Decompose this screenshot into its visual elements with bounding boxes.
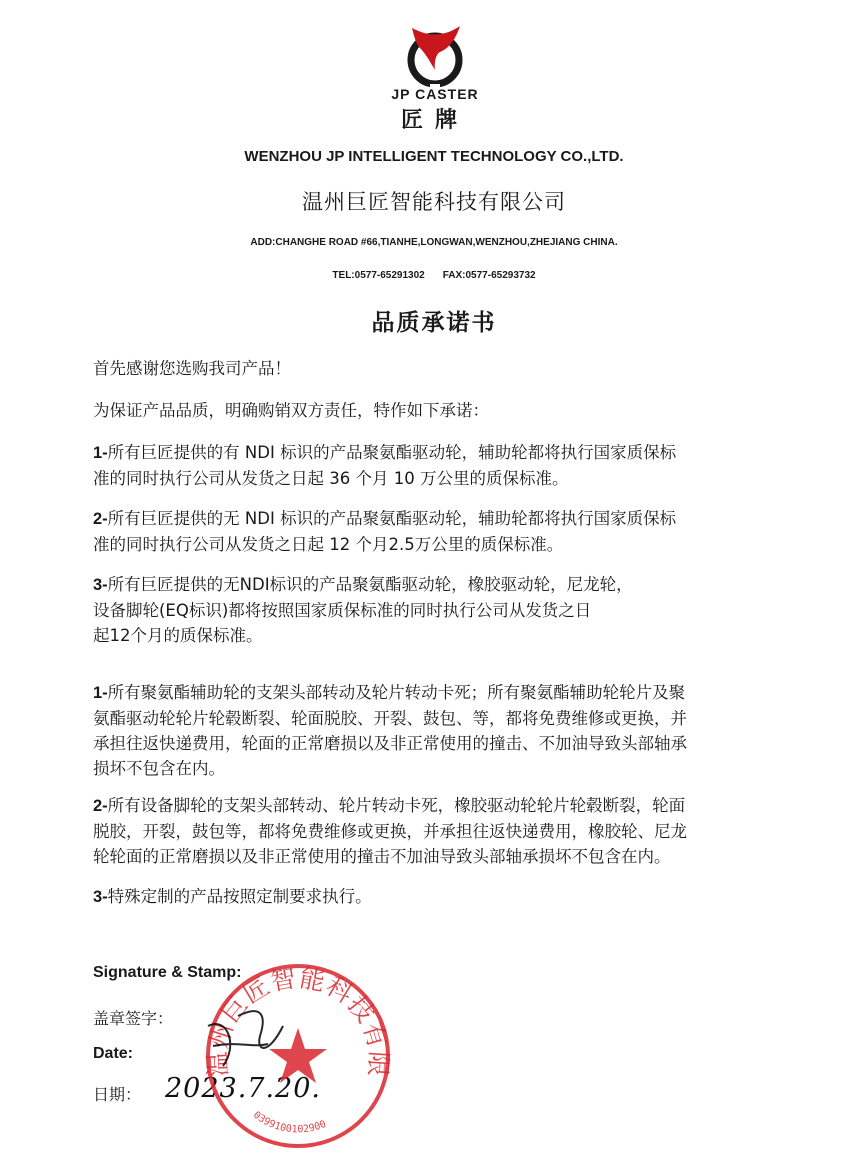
svg-text:0399100102900 — [251, 1110, 328, 1136]
date-label-english: Date: — [93, 1045, 134, 1062]
promise-number: 3- — [93, 576, 108, 594]
term-line: 轮轮面的正常磨损以及非正常使用的撞击不加油导致头部轴承损坏不包含在内。 — [93, 847, 671, 866]
company-address: ADD:CHANGHE ROAD #66,TIANHE,LONGWAN,WENZHOU,ZHEJIANG CHINA. — [250, 237, 618, 248]
seal-text: 温州巨匠智能科技有限 — [202, 963, 394, 1079]
term-line: 所有聚氨酯辅助轮的支架头部转动及轮片转动卡死；所有聚氨酯辅助轮轮片及聚 — [107, 683, 686, 702]
promise-2 — [93, 506, 793, 557]
promise-number: 1- — [93, 444, 108, 462]
greeting: 首先感谢您选购我司产品！ — [93, 359, 291, 378]
term-line: 承担往返快递费用，轮面的正常磨损以及非正常使用的撞击、不加油导致头部轴承 — [93, 734, 687, 753]
promise-line: 准的同时执行公司从发货之日起 12 个月2.5万公里的质保标准。 — [93, 535, 564, 554]
promise-line: 所有巨匠提供的无 NDI 标识的产品聚氨酯驱动轮，辅助轮都将执行国家质保标 — [107, 509, 677, 528]
term-3 — [93, 884, 793, 910]
document-title: 品质承诺书 — [371, 310, 497, 336]
term-line: 损坏不包含在内。 — [93, 759, 225, 778]
promise-3 — [93, 572, 793, 648]
signature-label-chinese: 盖章签字： — [93, 1009, 174, 1028]
signature-label-english: Signature & Stamp: — [93, 964, 242, 981]
term-2 — [93, 793, 793, 869]
term-number: 2- — [93, 797, 108, 815]
term-line: 特殊定制的产品按照定制要求执行。 — [107, 887, 372, 906]
telephone: TEL:0577-65291302 — [332, 270, 425, 281]
handwritten-date: 2023.7.20. — [165, 1073, 321, 1104]
term-line: 所有设备脚轮的支架头部转动、轮片转动卡死，橡胶驱动轮轮片轮毂断裂，轮面 — [107, 796, 686, 815]
promise-number: 2- — [93, 510, 108, 528]
promise-line: 起12个月的质保标准。 — [93, 626, 263, 645]
company-name-english: WENZHOU JP INTELLIGENT TECHNOLOGY CO.,LTD. — [244, 148, 624, 165]
fax: FAX:0577-65293732 — [442, 270, 536, 281]
brand-english: JP CASTER — [391, 86, 479, 102]
promise-line: 准的同时执行公司从发货之日起 36 个月 10 万公里的质保标准。 — [93, 469, 569, 488]
term-number: 3- — [93, 888, 108, 906]
brand-chinese: 匠牌 — [400, 108, 469, 133]
company-name-chinese: 温州巨匠智能科技有限公司 — [302, 190, 566, 214]
date-label-chinese: 日期： — [93, 1085, 142, 1104]
term-number: 1- — [93, 684, 108, 702]
term-line: 脱胶，开裂，鼓包等，都将免费维修或更换，并承担往返快递费用，橡胶轮、尼龙 — [93, 822, 687, 841]
intro: 为保证产品品质，明确购销双方责任，特作如下承诺： — [93, 401, 489, 420]
term-line: 氨酯驱动轮轮片轮毂断裂、轮面脱胶、开裂、鼓包、等，都将免费维修或更换，并 — [93, 709, 687, 728]
promise-line: 所有巨匠提供的无NDI标识的产品聚氨酯驱动轮，橡胶驱动轮，尼龙轮， — [107, 575, 633, 594]
promise-line: 设备脚轮(EQ标识)都将按照国家质保标准的同时执行公司从发货之日 — [93, 601, 592, 620]
company-seal — [198, 956, 398, 1156]
promise-line: 所有巨匠提供的有 NDI 标识的产品聚氨酯驱动轮，辅助轮都将执行国家质保标 — [107, 443, 677, 462]
contact-line — [0, 270, 868, 281]
seal-number: 0399100102900 — [251, 1109, 328, 1136]
term-1 — [93, 680, 793, 781]
promise-1 — [93, 440, 793, 491]
